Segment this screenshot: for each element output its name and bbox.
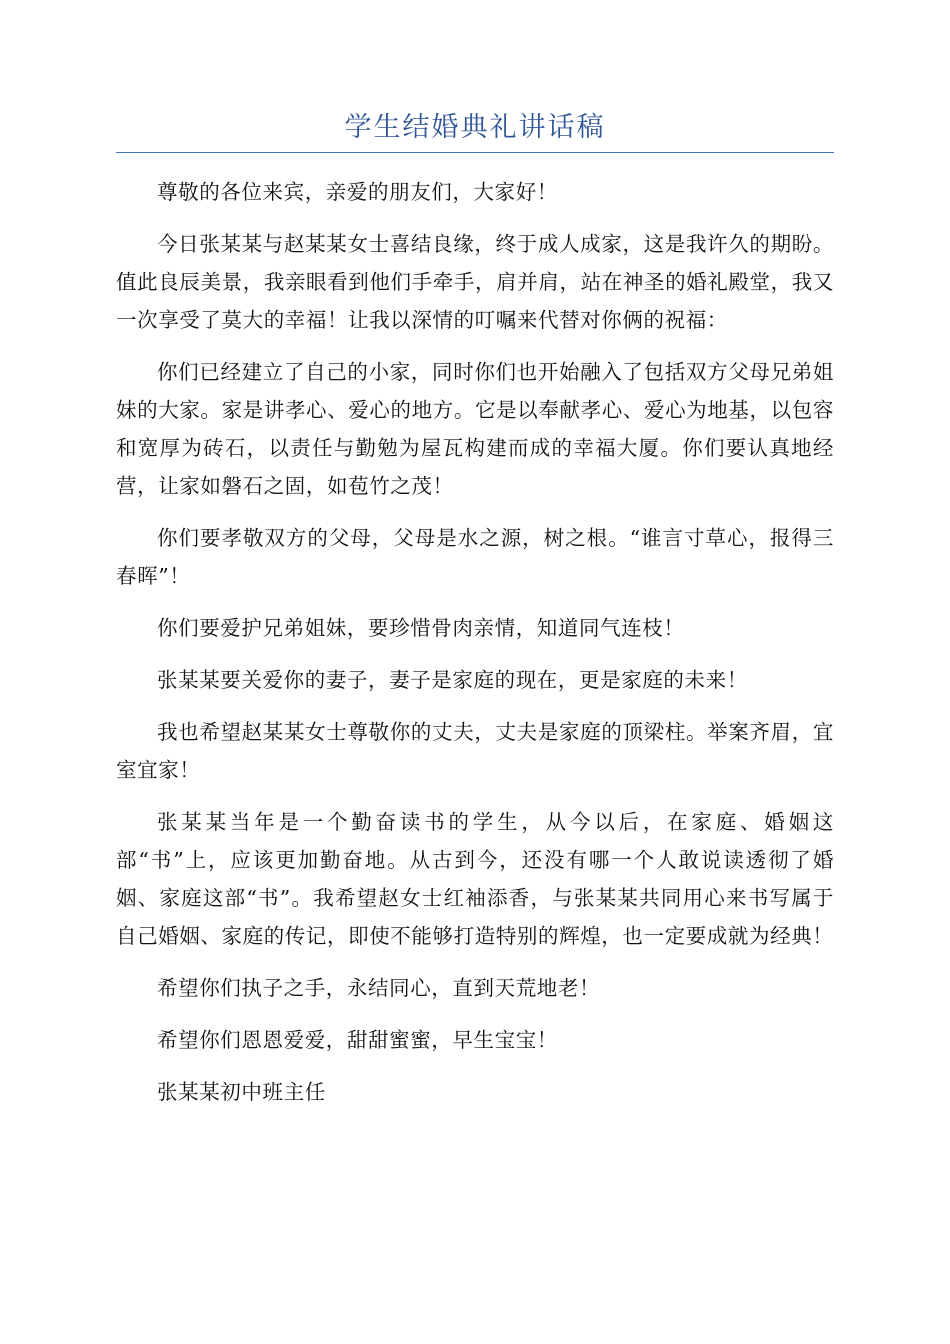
paragraph: 张某某要关爱你的妻子，妻子是家庭的现在，更是家庭的未来！ [157, 668, 748, 692]
document-page [116, 108, 834, 1125]
document-title: 学生结婚典礼讲话稿 [116, 108, 834, 153]
paragraph-greeting: 尊敬的各位来宾，亲爱的朋友们，大家好！ [157, 180, 558, 204]
signature-line: 张某某初中班主任 [157, 1080, 326, 1104]
paragraph: 你们要爱护兄弟姐妹，要珍惜骨肉亲情，知道同气连枝！ [157, 616, 685, 640]
paragraph: 希望你们执子之手，永结同心，直到天荒地老！ [157, 976, 601, 1000]
paragraph: 张某某当年是一个勤奋读书的学生，从今以后，在家庭、婚姻这部“书”上，应该更加勤奋地。从古到今，还没有哪一个人敢说读透彻了婚姻、家庭这部“书”。我希望赵女士红袖添香，与张某某共同用心来书写属于自己婚姻、家庭的传记，即使不能够打造特别的辉煌，也一定要成就为经典！ [116, 810, 834, 948]
paragraph: 你们要孝敬双方的父母，父母是水之源，树之根。“谁言寸草心，报得三春晖”！ [116, 526, 834, 588]
paragraph: 今日张某某与赵某某女士喜结良缘，终于成人成家，这是我许久的期盼。值此良辰美景，我亲眼看到他们手牵手，肩并肩，站在神圣的婚礼殿堂，我又一次享受了莫大的幸福！让我以深情的叮嘱来代替对你俩的祝福： [116, 232, 834, 332]
document-body [116, 173, 834, 1111]
paragraph: 希望你们恩恩爱爱，甜甜蜜蜜，早生宝宝！ [157, 1028, 558, 1052]
paragraph: 你们已经建立了自己的小家，同时你们也开始融入了包括双方父母兄弟姐妹的大家。家是讲孝心、爱心的地方。它是以奉献孝心、爱心为地基，以包容和宽厚为砖石，以责任与勤勉为屋瓦构建而成的幸福大厦。你们要认真地经营，让家如磐石之固，如苞竹之茂！ [116, 360, 834, 498]
paragraph: 我也希望赵某某女士尊敬你的丈夫，丈夫是家庭的顶梁柱。举案齐眉，宜室宜家！ [116, 720, 834, 782]
